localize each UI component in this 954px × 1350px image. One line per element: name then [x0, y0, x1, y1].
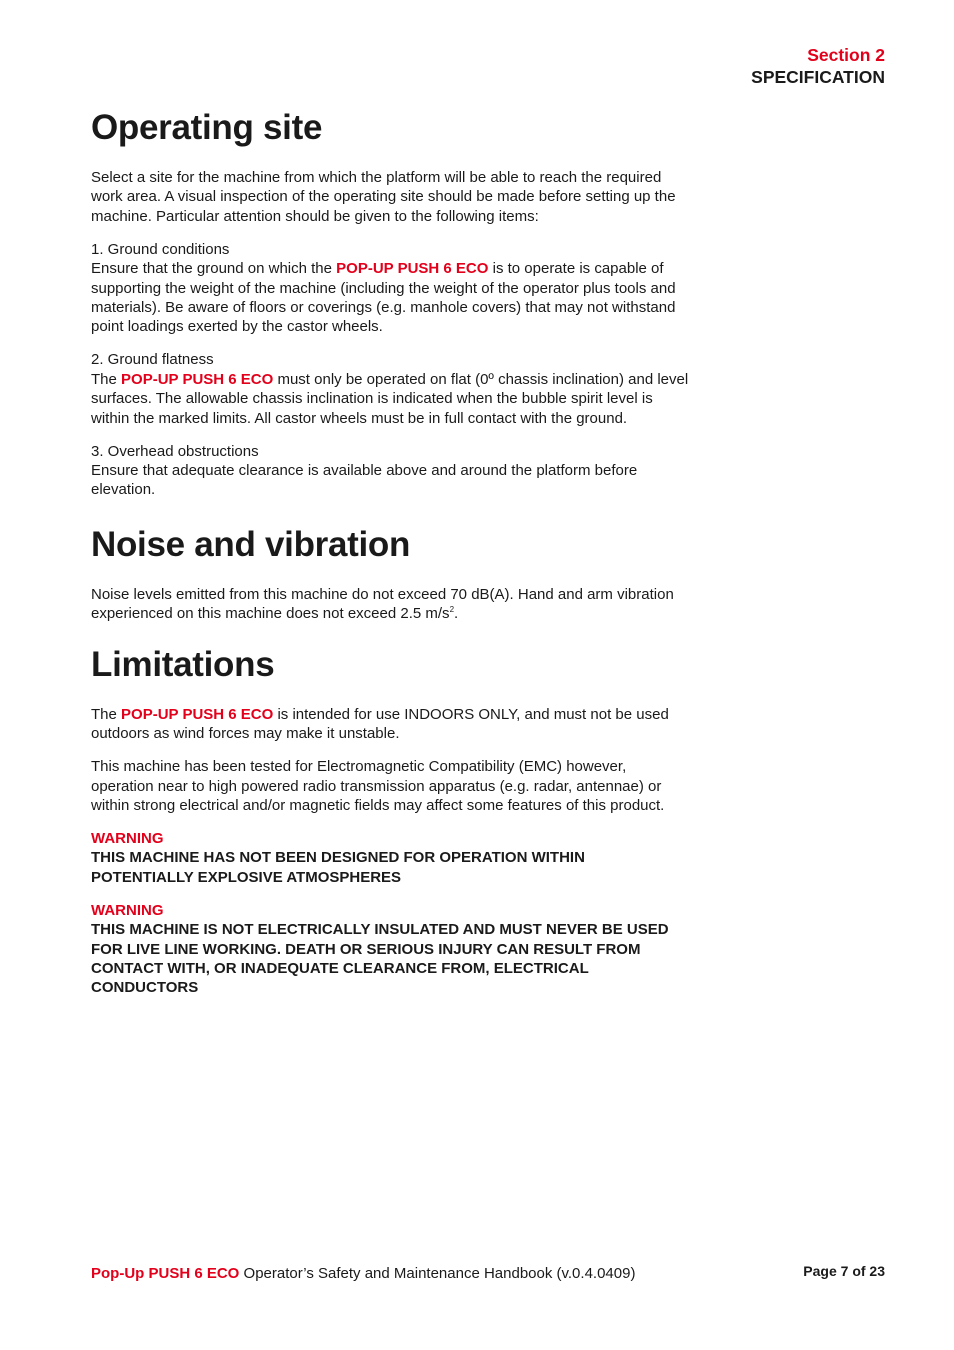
ground-flatness-pre: The — [91, 370, 117, 388]
footer-handbook: Operator’s Safety and Maintenance Handbook (v.0.4.0409) — [243, 1265, 636, 1282]
limitations-indoors — [91, 705, 691, 744]
limitations-p1-post: is intended for use INDOORS ONLY, and must not be used outdoors as wind forces may make it unstable. — [91, 705, 669, 743]
ground-conditions — [91, 240, 691, 337]
ground-conditions-title: 1. Ground conditions — [91, 240, 230, 258]
noise-heading: Noise and vibration — [91, 524, 411, 564]
ground-flatness-post: must only be operated on flat (0º chassis inclination) and level surfaces. The allowable chassis inclination is indicated when the bubble spirit level is within the marked limits. All castor wheels must be in full contact with the ground. — [91, 370, 689, 427]
operating-site-intro: Select a site for the machine from which the platform will be able to reach the required work area. A visual inspection of the operating site should be made before setting up the machine. Particular attention should be given to the following items: — [91, 169, 676, 225]
noise-period: . — [454, 605, 459, 623]
warning-text: THIS MACHINE HAS NOT BEEN DESIGNED FOR OPERATION WITHIN POTENTIALLY EXPLOSIVE ATMOSPHERES — [91, 849, 585, 886]
limitations-p1-pre: The — [91, 705, 117, 723]
page-content — [91, 108, 691, 1011]
page-header — [751, 44, 885, 88]
page-number: Page 7 of 23 — [803, 1263, 885, 1279]
section-number: Section 2 — [807, 45, 885, 65]
footer-brand: Pop-Up PUSH 6 ECO — [91, 1265, 240, 1282]
limitations-emc: This machine has been tested for Electromagnetic Compatibility (EMC) however, operation near to high powered radio transmission apparatus (e.g. radar, antennae) or within strong electrical and/or magnetic fields may affect some features of this product. — [91, 758, 665, 814]
overhead-obstructions — [91, 442, 691, 500]
noise-superscript: 2 — [449, 605, 455, 615]
section-title: SPECIFICATION — [751, 67, 885, 87]
warning-label: WARNING — [91, 829, 164, 847]
warning-insulation — [91, 901, 691, 998]
noise-text — [91, 585, 691, 624]
warning-label: WARNING — [91, 901, 164, 919]
warning-text: THIS MACHINE IS NOT ELECTRICALLY INSULATED AND MUST NEVER BE USED FOR LIVE LINE WORKING. DEATH OR SERIOUS INJURY CAN RESULT FROM CONTACT WITH, OR INADEQUATE CLEARANCE FROM, ELECTRICAL CONDUCTORS — [91, 921, 669, 997]
ground-conditions-post: is to operate is capable of supporting the weight of the machine (including the weight of the operator plus tools and materials). Be aware of floors or coverings (e.g. manhole covers) that may not withstand point loadings exerted by the castor wheels. — [91, 260, 676, 336]
overhead-obstructions-title: 3. Overhead obstructions — [91, 442, 259, 460]
ground-conditions-pre: Ensure that the ground on which the — [91, 260, 332, 278]
ground-flatness — [91, 350, 691, 428]
noise-body: Noise levels emitted from this machine do not exceed 70 dB(A). Hand and arm vibration experienced on this machine does not exceed 2.5 m/s — [91, 585, 674, 623]
brand-name: POP-UP PUSH 6 ECO — [336, 260, 489, 278]
brand-name: POP-UP PUSH 6 ECO — [121, 370, 274, 388]
ground-flatness-title: 2. Ground flatness — [91, 351, 214, 369]
footer-title — [91, 1265, 635, 1282]
overhead-obstructions-text: Ensure that adequate clearance is available above and around the platform before elevation. — [91, 462, 638, 499]
limitations-heading: Limitations — [91, 644, 275, 684]
operating-site-heading: Operating site — [91, 108, 323, 147]
brand-name: POP-UP PUSH 6 ECO — [121, 705, 274, 723]
warning-explosive — [91, 829, 691, 887]
